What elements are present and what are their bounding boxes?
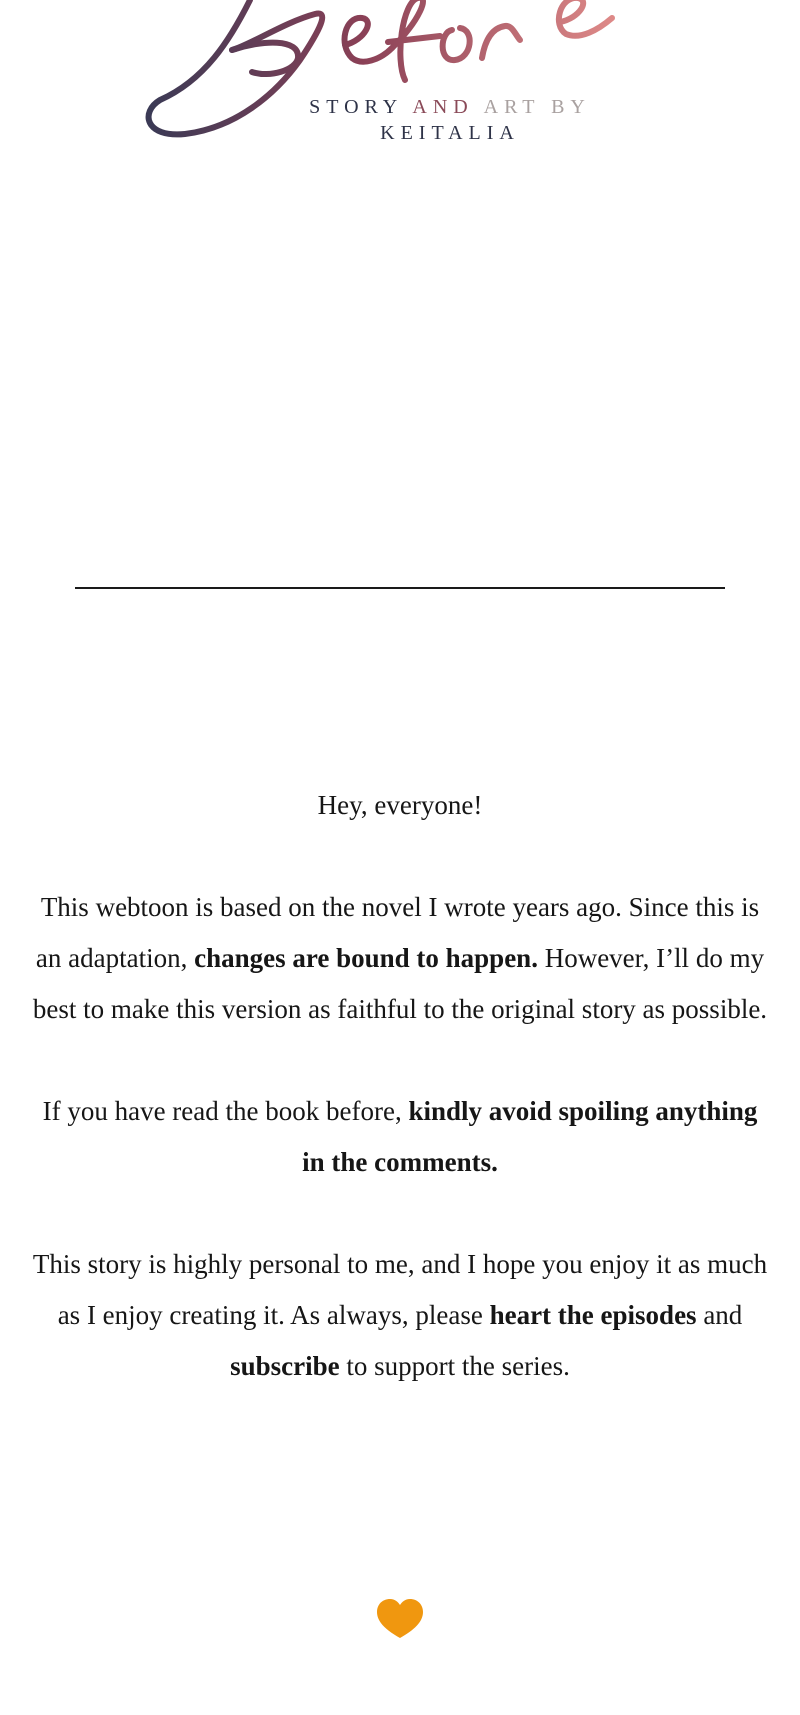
title-logo: [0, 0, 800, 160]
author-name: [50, 122, 800, 145]
author-name-text: KEITALIA: [380, 122, 520, 144]
paragraph-support: [30, 1239, 770, 1392]
heart-icon: [376, 1598, 424, 1645]
p1-bold1: changes are bound to happen.: [194, 943, 538, 973]
byline-word-art: ART: [483, 96, 541, 118]
p3-bold2: subscribe: [230, 1351, 340, 1381]
author-note: [30, 780, 770, 1443]
p3-text2: and: [696, 1300, 743, 1330]
greeting: [30, 780, 770, 831]
p3-text3: to support the series.: [339, 1351, 570, 1381]
p2-bold1: kindly avoid spoiling anything in the comments.: [302, 1096, 758, 1177]
byline-word-story: STORY: [309, 96, 403, 118]
byline-word-and: AND: [412, 96, 474, 118]
p2-text1: If you have read the book before,: [42, 1096, 409, 1126]
byline-word-by: BY: [551, 96, 591, 118]
divider-line: [75, 587, 725, 589]
p1-text2: However, I’ll do my best to make this version as faithful to the original story as possible.: [32, 943, 768, 1024]
paragraph-spoilers: [30, 1086, 770, 1188]
byline: [50, 96, 800, 119]
p3-bold1: heart the episodes: [489, 1300, 697, 1330]
paragraph-adaptation: [30, 882, 770, 1035]
p1-text1: This webtoon is based on the novel I wrote years ago. Since this is an adaptation,: [35, 892, 760, 973]
p3-text1: This story is highly personal to me, and I hope you enjoy it as much as I enjoy creating it. As always, please: [32, 1249, 768, 1330]
greeting-text: Hey, everyone!: [317, 790, 483, 820]
